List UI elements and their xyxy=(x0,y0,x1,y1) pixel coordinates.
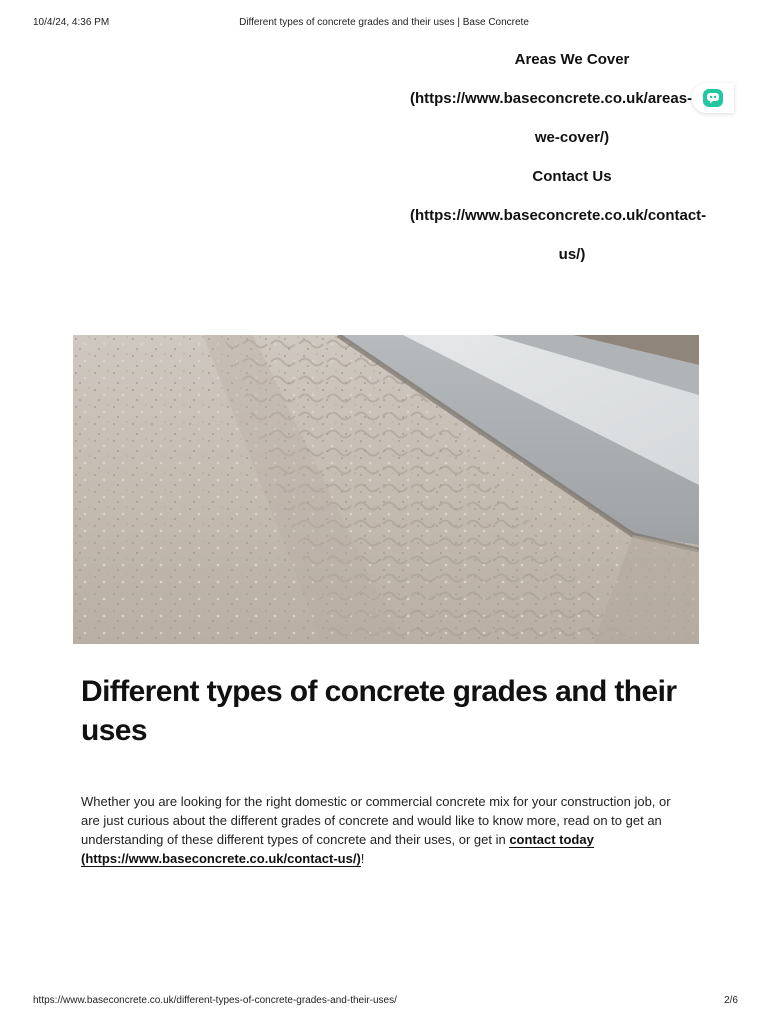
nav-contact-url-line2: us/) xyxy=(558,246,586,263)
intro-end: ! xyxy=(360,851,365,866)
contact-today-link[interactable]: contact today (https://www.baseconcrete.co.uk/contact-us/) xyxy=(81,832,594,866)
print-footer xyxy=(0,995,768,1009)
article-intro xyxy=(81,792,687,868)
print-page-number: 2/6 xyxy=(724,995,738,1006)
article-title: Different types of concrete grades and their uses xyxy=(81,675,677,747)
intro-text: Whether you are looking for the right domestic or commercial concrete mix for your construction job, or are just curious about the different grades of concrete and would like to know more, read on to get an understanding of these different types of concrete and their uses, or get in xyxy=(81,794,671,847)
chat-bubble-icon xyxy=(703,89,723,107)
nav-link-contact-us[interactable] xyxy=(400,157,744,274)
nav-contact-label: Contact Us xyxy=(532,168,612,185)
print-datetime: 10/4/24, 4:36 PM xyxy=(33,17,110,28)
nav-areas-url-line2: we-cover/) xyxy=(534,129,610,146)
nav-areas-label: Areas We Cover xyxy=(514,51,630,68)
print-page-url: https://www.baseconcrete.co.uk/different-types-of-concrete-grades-and-their-uses/ xyxy=(33,995,397,1006)
nav-links xyxy=(400,40,744,274)
print-page-title: Different types of concrete grades and their uses | Base Concrete xyxy=(239,17,529,28)
nav-areas-url-line1: (https://www.baseconcrete.co.uk/areas- xyxy=(410,90,693,107)
print-header xyxy=(0,17,768,31)
nav-contact-url-line1: (https://www.baseconcrete.co.uk/contact- xyxy=(410,207,707,224)
chat-widget-button[interactable] xyxy=(692,83,734,113)
hero-image xyxy=(73,335,699,644)
